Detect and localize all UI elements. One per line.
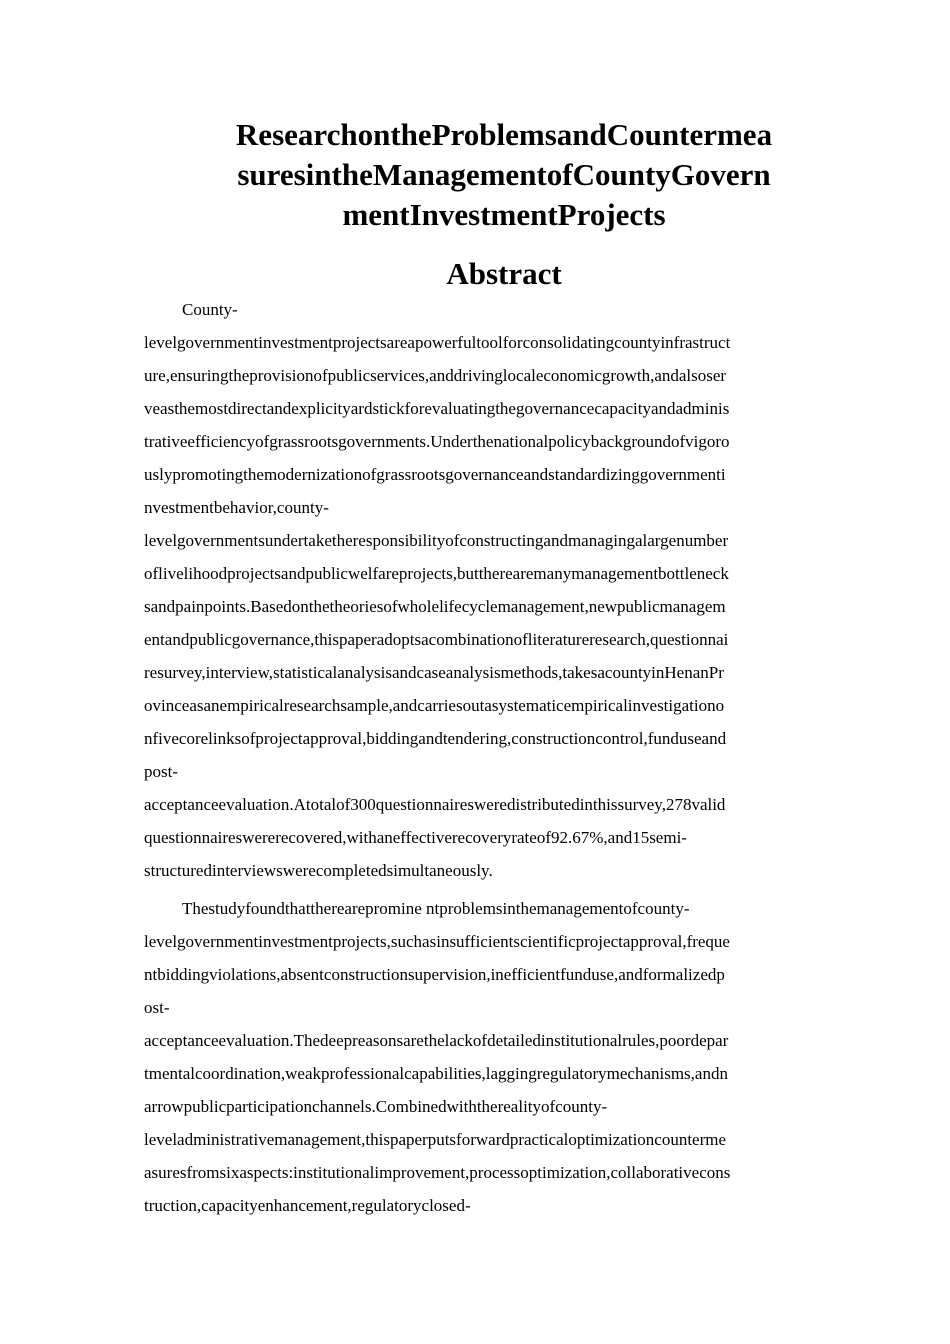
paragraph-2-line: asuresfromsixaspects:institutionalimprovement,processoptimization,collaborativecons xyxy=(144,1163,731,1182)
paragraph-1-line: ovinceasanempiricalresearchsample,andcarriesoutasystematicempiricalinvestigationo xyxy=(144,696,725,715)
paragraph-1-line: oflivelihoodprojectsandpublicwelfareprojects,buttherearemanymanagementbottleneck xyxy=(144,564,729,583)
paper-title-line-2: suresintheManagementofCountyGovern xyxy=(237,157,771,192)
paragraph-1-line: ure,ensuringtheprovisionofpublicservices,anddrivinglocaleconomicgrowth,andalsoser xyxy=(144,366,727,385)
paragraph-1-line: post- xyxy=(144,762,178,781)
paragraph-1-line: nfivecorelinksofprojectapproval,biddingandtendering,constructioncontrol,funduseand xyxy=(144,729,727,748)
paragraph-1-line: levelgovernmentsundertaketheresponsibilityofconstructingandmanagingalargenumber xyxy=(144,531,729,550)
paragraph-2-line: Thestudyfoundthattherearepromine ntproblemsinthemanagementofcounty- xyxy=(182,899,690,918)
paragraph-2-line: leveladministrativemanagement,thispaperputsforwardpracticaloptimizationcounterme xyxy=(144,1130,727,1149)
paragraph-1-line: entandpublicgovernance,thispaperadoptsacombinationofliteratureresearch,questionnai xyxy=(144,630,729,649)
paragraph-1-line: questionnaireswererecovered,withaneffectiverecoveryrateof92.67%,and15semi- xyxy=(144,828,687,847)
paragraph-1-line: County- xyxy=(182,300,238,319)
paragraph-2-line: acceptanceevaluation.Thedeepreasonsarethelackofdetailedinstitutionalrules,poordepar xyxy=(144,1031,729,1050)
paragraph-1-line: veasthemostdirectandexplicityardstickforevaluatingthegovernancecapacityandadminis xyxy=(144,399,730,418)
paragraph-2-line: ost- xyxy=(144,998,170,1017)
paragraph-2-line: levelgovernmentinvestmentprojects,suchasinsufficientscientificprojectapproval,freque xyxy=(144,932,730,951)
paper-title-line-3: mentInvestmentProjects xyxy=(342,197,666,232)
paragraph-1-line: levelgovernmentinvestmentprojectsareapowerfultoolforconsolidatingcountyinfrastruct xyxy=(144,333,731,352)
paragraph-1-line: trativeefficiencyofgrassrootsgovernments.Underthenationalpolicybackgroundofvigoro xyxy=(144,432,730,451)
paragraph-1-line: acceptanceevaluation.Atotalof300questionnairesweredistributedinthissurvey,278valid xyxy=(144,795,726,814)
paragraph-1-line: resurvey,interview,statisticalanalysisandcaseanalysismethods,takesacountyinHenanPr xyxy=(144,663,724,682)
paragraph-2-line: ntbiddingviolations,absentconstructionsupervision,inefficientfunduse,andformalizedp xyxy=(144,965,725,984)
paragraph-2-line: arrowpublicparticipationchannels.Combinedwiththerealityofcounty- xyxy=(144,1097,608,1116)
paper-title-line-1: ResearchontheProblemsandCountermea xyxy=(235,117,773,152)
paragraph-2-line: tmentalcoordination,weakprofessionalcapabilities,laggingregulatorymechanisms,andn xyxy=(144,1064,728,1083)
paragraph-2-line: truction,capacityenhancement,regulatoryclosed- xyxy=(144,1196,471,1215)
paragraph-1-line: sandpainpoints.Basedonthetheoriesofwholelifecyclemanagement,newpublicmanagem xyxy=(144,597,726,616)
paragraph-1-line: nvestmentbehavior,county- xyxy=(144,498,329,517)
paragraph-1-line: structuredinterviewswerecompletedsimultaneously. xyxy=(144,861,493,880)
abstract-heading: Abstract xyxy=(446,256,562,291)
paragraph-1-line: uslypromotingthemodernizationofgrassrootsgovernanceandstandardizinggovernmenti xyxy=(144,465,726,484)
